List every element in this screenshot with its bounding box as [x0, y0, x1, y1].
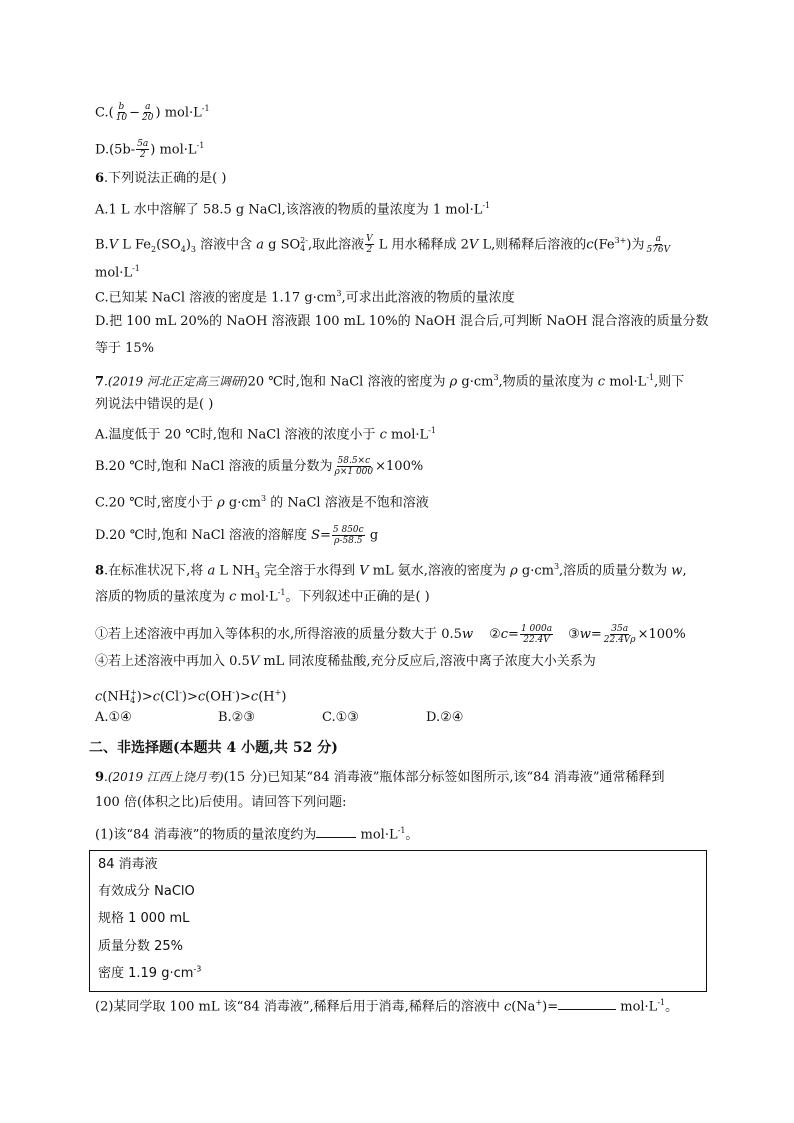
q7-option-c: C.20 ℃时,密度小于 ρ $g\cdot cm^3$ 的 NaCl 溶液是不饱和溶液	[95, 494, 429, 511]
q7-option-a: A.温度低于 20 ℃时,饱和 NaCl 溶液的浓度小于 c $mol\cdot L^{-1}$	[95, 426, 436, 443]
q9-stem: 9.(2019 江西上饶月考)(15 分)已知某“84 消毒液”瓶体部分标签如图所示,该“84 消毒液”通常稀释到	[95, 770, 665, 785]
q7-option-d: D.20 ℃时,饱和 NaCl 溶液的溶解度 S= $\frac{5 850c}{\rho-58.5}$ g	[95, 525, 379, 546]
q8-stem-line2: 溶质的物质的量浓度为 c $mol\cdot L^{-1}$。下列叙述中正确的是( )	[95, 588, 430, 605]
q8-option-d: D.②④	[426, 710, 464, 725]
fraction: $\frac{1 000a}{22.4V}$	[520, 624, 553, 645]
q8-stem: 8.在标准状况下,将 a L $NH_3$ 完全溶于水得到 V mL 氨水,溶液的密度为 ρ $g\cdot cm^3$,溶质的质量分数为 w,	[95, 562, 687, 580]
section-title: 二、非选择题(本题共 4 小题,共 52 分)	[89, 740, 338, 756]
fraction: $\frac{5a}{2}$	[137, 139, 149, 161]
q6-option-d-line2: 等于 15%	[95, 341, 155, 356]
q9-part-1: (1)该“84 消毒液”的物质的量浓度约为 $mol\cdot L^{-1}$。	[95, 826, 419, 843]
q6-option-d: D.把 100 mL 20%的 NaOH 溶液跟 100 mL 10%的 NaOH 混合后,可判断 NaOH 混合溶液的质量分数	[95, 314, 709, 329]
label-title: 84 消毒液	[98, 857, 158, 872]
label-row-mass-fraction: 质量分数 25%	[98, 939, 184, 954]
q6-option-a: A.1 L 水中溶解了 58.5 g NaCl,该溶液的物质的量浓度为 1 $mol\cdot L^{-1}$	[95, 201, 491, 218]
fraction: $\frac{a}{576V}$	[646, 234, 671, 256]
answer-blank[interactable]	[558, 997, 616, 1010]
q8-option-c: C.①③	[322, 710, 359, 725]
q9-part-2: (2)某同学取 100 mL 该“84 消毒液”,稀释后用于消毒,稀释后的溶液中 $c(Na^+)= mol\cdot L^{-1}$。	[95, 998, 679, 1015]
q6-option-b: B.V L $Fe_2(SO_4)_3$ 溶液中含 a g SO 2- 4 ,取此溶液 $\frac{V}{2}$ L 用水稀释成 2V L,则稀释后溶液的$c(Fe^{3+})$为 $\frac{a}{576V}$	[95, 234, 671, 256]
answer-blank[interactable]	[316, 825, 356, 838]
fraction: $\frac{5 850c}{\rho-58.5}$	[332, 525, 364, 546]
q6-option-c: C.已知某 NaCl 溶液的密度是 1.17 $g\cdot cm^3$,可求出此溶液的物质的量浓度	[95, 289, 515, 306]
label-row-density: 密度 1.19 $g\cdot cm^{-3}$	[98, 964, 202, 981]
q9-stem-line2: 100 倍(体积之比)后使用。请回答下列问题:	[95, 795, 347, 810]
q8-ion-relation: c(N H + 4 )>c(Cl-)>c(OH-)>c(H+)	[95, 688, 287, 706]
q5-option-c: C.( $\frac{b}{10}$ − $\frac{a}{20}$ ) $mol\cdot L^{-1}$	[95, 102, 210, 124]
q7-stem: 7.(2019 河北正定高三调研)20 ℃时,饱和 NaCl 溶液的密度为 ρ $g\cdot cm^3$,物质的量浓度为 c $mol\cdot L^{-1}$,则下	[95, 373, 685, 390]
q6-option-b-line2: $mol\cdot L^{-1}$	[95, 264, 140, 281]
q7-stem-line2: 列说法中错误的是( )	[95, 397, 214, 412]
fraction: $\frac{58.5\times c}{\rho\times 1 000}$	[334, 456, 374, 477]
q8-option-b: B.②③	[218, 710, 255, 725]
q6-stem: 6.下列说法正确的是( )	[95, 171, 227, 186]
q8-statement-4: ④若上述溶液中再加入 0.5V mL 同浓度稀盐酸,充分反应后,溶液中离子浓度大小关系为	[95, 654, 596, 669]
product-label-box	[89, 850, 707, 992]
fraction: $\frac{b}{10}$	[115, 102, 128, 124]
fraction: $\frac{a}{20}$	[142, 102, 154, 124]
fraction: $\frac{35a}{22.4V\rho}$	[603, 624, 636, 645]
fraction: $\frac{V}{2}$	[366, 234, 373, 256]
q5-option-d: D.(5b- $\frac{5a}{2}$ ) $mol\cdot L^{-1}$	[95, 139, 205, 161]
q8-statements-1-3: ①若上述溶液中再加入等体积的水,所得溶液的质量分数大于 0.5w ②c= $\frac{1 000a}{22.4V}$ ③w= $\frac{35a}{22.4V\rho}$ ×100%	[95, 624, 686, 645]
label-row-ingredient: 有效成分 NaClO	[98, 884, 195, 899]
q8-option-a: A.①④	[95, 710, 132, 725]
q7-option-b: B.20 ℃时,饱和 NaCl 溶液的质量分数为 $\frac{58.5\times c}{\rho\times 1 000}$ ×100%	[95, 456, 424, 477]
label-row-size: 规格 1 000 mL	[98, 911, 190, 926]
